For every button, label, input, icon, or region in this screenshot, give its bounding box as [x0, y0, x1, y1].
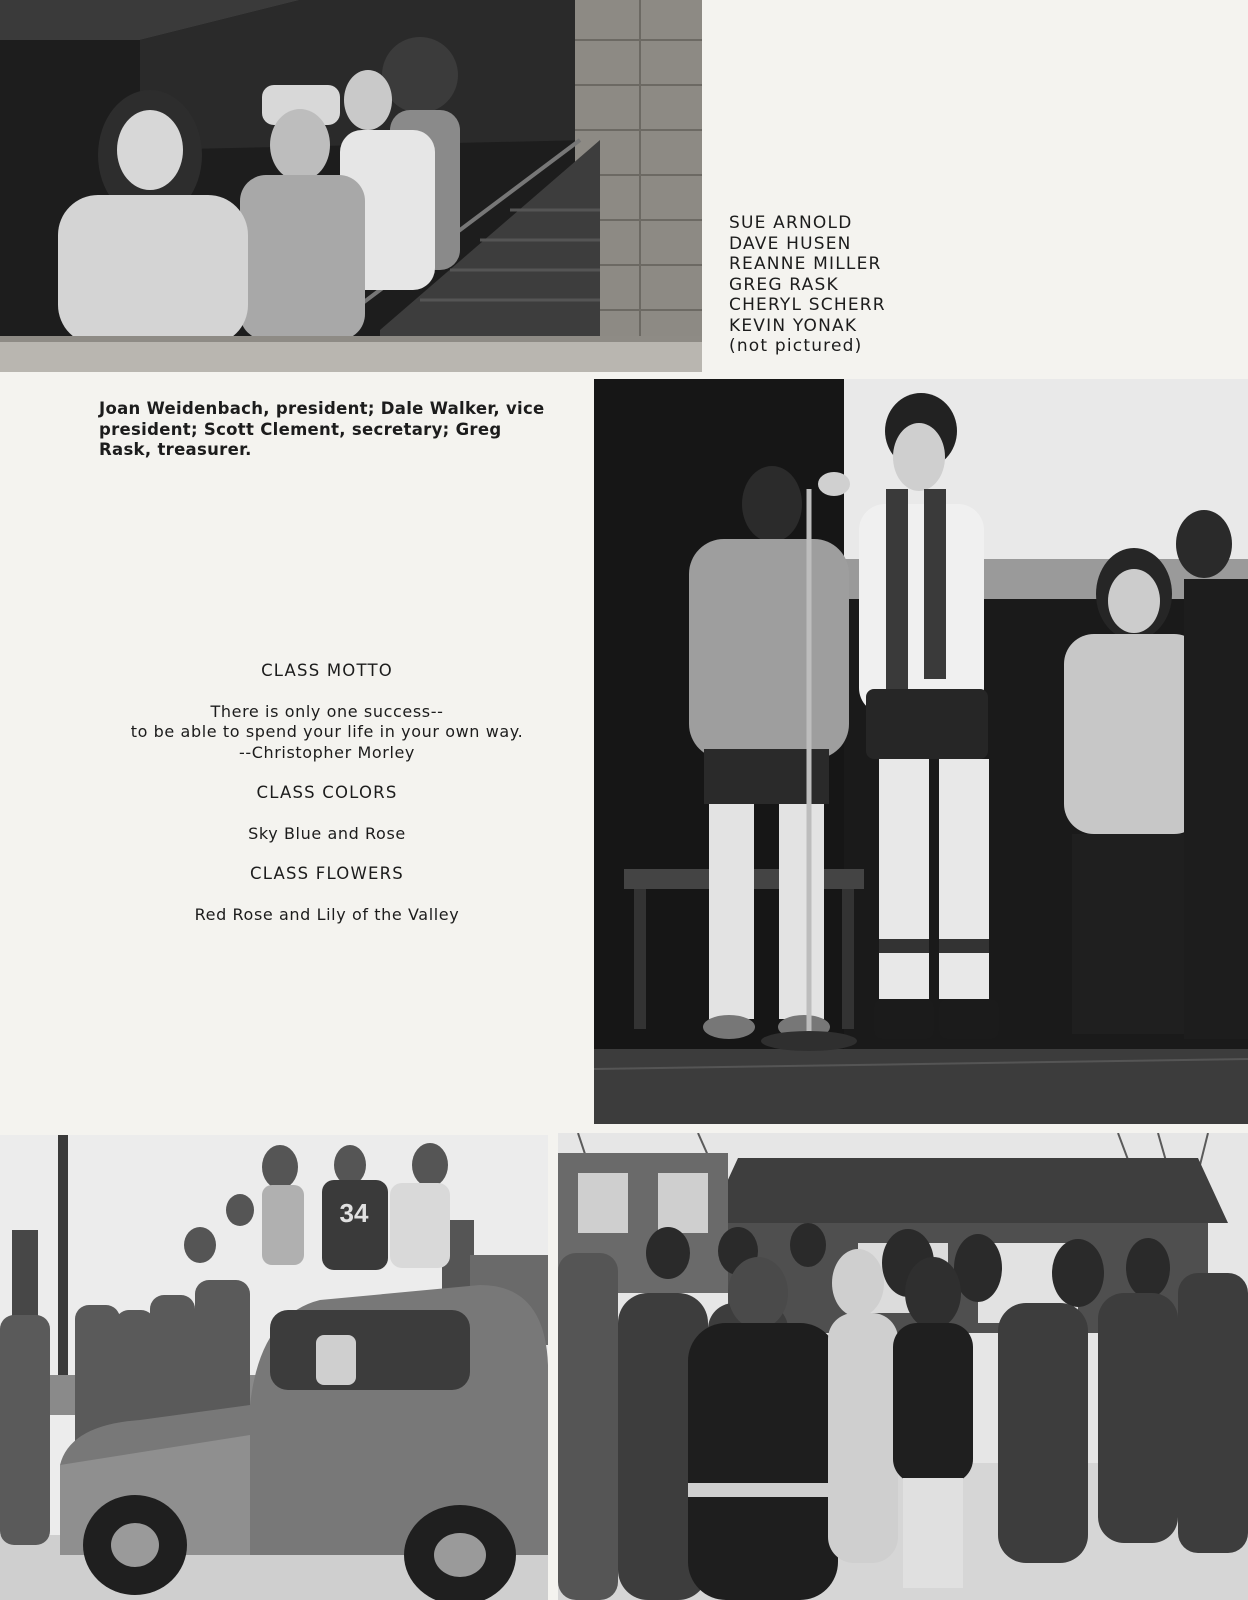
motto-line: There is only one success--: [210, 701, 444, 721]
class-flowers: Red Rose and Lily of the Valley: [194, 904, 460, 924]
colors-heading: CLASS COLORS: [256, 783, 398, 802]
class-info-block: [100, 661, 554, 925]
jersey-number: 34: [339, 1198, 369, 1228]
stage-performance-photo: [594, 379, 1248, 1124]
truck-photo: [0, 1135, 548, 1600]
officers-caption: Joan Weidenbach, president; Dale Walker, vice president; Scott Clement, secretary; Greg Rask, treasurer.: [99, 399, 545, 459]
crowd-photo: [558, 1133, 1248, 1600]
class-members-list: [729, 213, 886, 357]
member-name: GREG RASK: [729, 274, 839, 295]
flowers-heading: CLASS FLOWERS: [250, 864, 404, 883]
class-colors: Sky Blue and Rose: [248, 823, 406, 843]
motto-line: to be able to spend your life in your own way.: [130, 722, 524, 741]
member-name: REANNE MILLER: [729, 254, 882, 274]
motto-attribution: --Christopher Morley: [238, 742, 415, 762]
member-name: CHERYL SCHERR: [729, 295, 886, 315]
member-name: DAVE HUSEN: [729, 233, 852, 254]
not-pictured-note: (not pictured): [729, 336, 863, 356]
stairs-group-photo: [0, 0, 702, 372]
member-name: KEVIN YONAK: [729, 315, 858, 336]
motto-heading: CLASS MOTTO: [261, 661, 393, 680]
member-name: SUE ARNOLD: [729, 213, 853, 233]
